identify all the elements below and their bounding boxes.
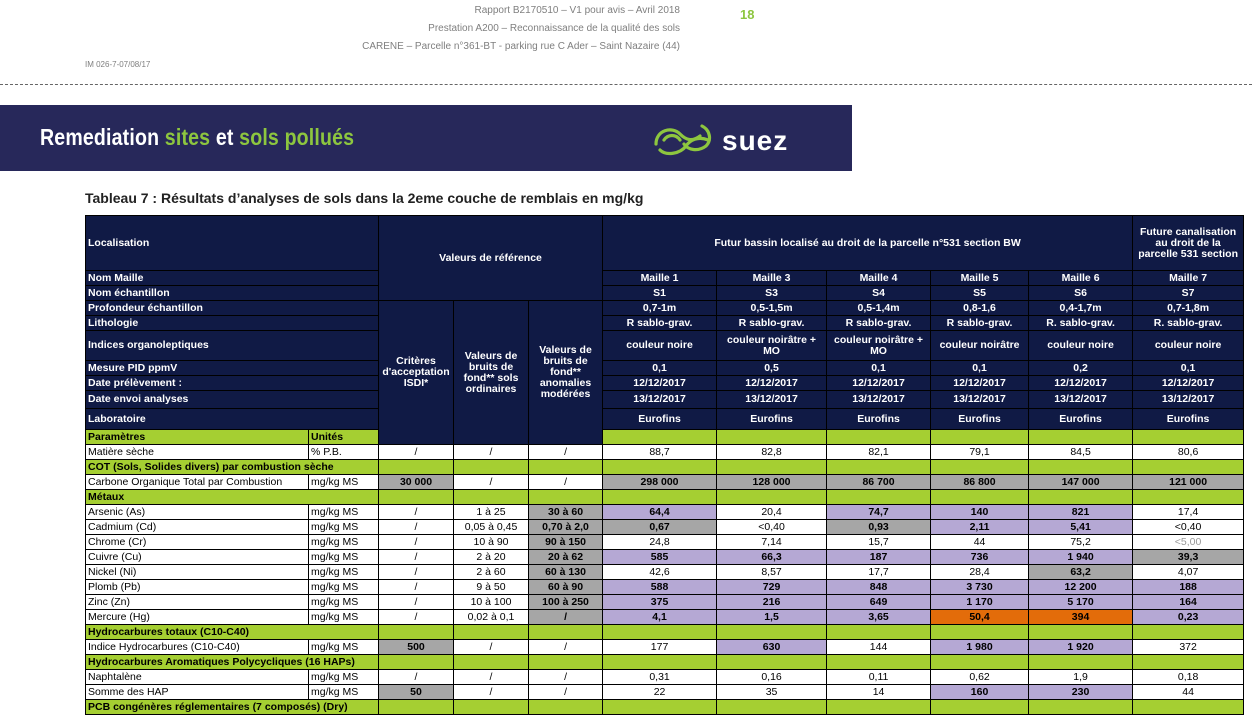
param-unit: mg/kg MS bbox=[309, 640, 379, 655]
param-name: Matière sèche bbox=[86, 445, 309, 460]
document-reference: IM 026-7-07/08/17 bbox=[85, 60, 151, 69]
value-cell: <0,40 bbox=[1133, 520, 1244, 535]
ref-ordinaire: 9 à 50 bbox=[454, 580, 529, 595]
section-hydrocarbures bbox=[86, 625, 1244, 640]
param-unit: mg/kg MS bbox=[309, 475, 379, 490]
banner-word-et: et bbox=[215, 124, 234, 150]
profondeur-cell: 0,7-1m bbox=[603, 301, 717, 316]
value-cell: 50,4 bbox=[931, 610, 1029, 625]
value-cell: 5,41 bbox=[1029, 520, 1133, 535]
date-envoi-cell: 13/12/2017 bbox=[1029, 391, 1133, 409]
profondeur-cell: 0,4-1,7m bbox=[1029, 301, 1133, 316]
header-row-laboratoire bbox=[86, 409, 1244, 430]
table-row-chrome bbox=[86, 535, 1244, 550]
param-name: Cadmium (Cd) bbox=[86, 520, 309, 535]
value-cell: 17,7 bbox=[827, 565, 931, 580]
value-cell: <5,00 bbox=[1133, 535, 1244, 550]
ref-isdi: 30 000 bbox=[379, 475, 454, 490]
value-cell: 64,4 bbox=[603, 505, 717, 520]
value-cell: 7,14 bbox=[717, 535, 827, 550]
pid-cell: 0,1 bbox=[931, 361, 1029, 376]
ref-anomalie: / bbox=[529, 475, 603, 490]
banner-word-remediation: Remediation bbox=[40, 124, 160, 150]
header-divider bbox=[0, 84, 1252, 85]
param-name: Somme des HAP bbox=[86, 685, 309, 700]
header-row-lithologie bbox=[86, 316, 1244, 331]
table-row-plomb bbox=[86, 580, 1244, 595]
ref-anomalie: 60 à 90 bbox=[529, 580, 603, 595]
section-cot bbox=[86, 460, 1244, 475]
pid-cell: 0,1 bbox=[827, 361, 931, 376]
lithologie-cell: R sablo-grav. bbox=[827, 316, 931, 331]
date-prelevement-cell: 12/12/2017 bbox=[827, 376, 931, 391]
value-cell: 0,11 bbox=[827, 670, 931, 685]
date-prelevement-cell: 12/12/2017 bbox=[1133, 376, 1244, 391]
param-name: Mercure (Hg) bbox=[86, 610, 309, 625]
param-name: Cuivre (Cu) bbox=[86, 550, 309, 565]
value-cell: 0,23 bbox=[1133, 610, 1244, 625]
value-cell: 12 200 bbox=[1029, 580, 1133, 595]
lithologie-cell: R. sablo-grav. bbox=[1133, 316, 1244, 331]
param-name: Carbone Organique Total par Combustion bbox=[86, 475, 309, 490]
value-cell: 84,5 bbox=[1029, 445, 1133, 460]
header-future-canalisation: Future canalisation au droit de la parcelle 531 section bbox=[1133, 216, 1244, 271]
header-futur-bassin: Futur bassin localisé au droit de la parcelle n°531 section BW bbox=[603, 216, 1133, 271]
header-line-3: CARENE – Parcelle n°361-BT - parking rue C Ader – Saint Nazaire (44) bbox=[362, 41, 680, 52]
table-row-mercure bbox=[86, 610, 1244, 625]
indices-cell: couleur noirâtre + MO bbox=[827, 331, 931, 361]
maille-cell: Maille 7 bbox=[1133, 271, 1244, 286]
ref-isdi: / bbox=[379, 580, 454, 595]
value-cell: 5 170 bbox=[1029, 595, 1133, 610]
value-cell: 230 bbox=[1029, 685, 1133, 700]
lithologie-cell: R. sablo-grav. bbox=[1029, 316, 1133, 331]
ref-anomalie: / bbox=[529, 640, 603, 655]
label-indices: Indices organoleptiques bbox=[86, 331, 379, 361]
date-envoi-cell: 13/12/2017 bbox=[603, 391, 717, 409]
value-cell: 394 bbox=[1029, 610, 1133, 625]
ref-anomalie: / bbox=[529, 685, 603, 700]
value-cell: 80,6 bbox=[1133, 445, 1244, 460]
table-row-naphtalene bbox=[86, 670, 1244, 685]
ref-ordinaire: / bbox=[454, 670, 529, 685]
value-cell: 82,1 bbox=[827, 445, 931, 460]
pid-cell: 0,1 bbox=[1133, 361, 1244, 376]
ref-ordinaire: / bbox=[454, 445, 529, 460]
value-cell: 74,7 bbox=[827, 505, 931, 520]
label-laboratoire: Laboratoire bbox=[86, 409, 379, 430]
header-row-indices bbox=[86, 331, 1244, 361]
section-title: Hydrocarbures totaux (C10-C40) bbox=[86, 625, 379, 640]
header-ref-anomalies: Valeurs de bruits de fond** anomalies modérées bbox=[529, 301, 603, 445]
ref-anomalie: 100 à 250 bbox=[529, 595, 603, 610]
param-unit: mg/kg MS bbox=[309, 670, 379, 685]
ref-isdi: / bbox=[379, 670, 454, 685]
label-pid: Mesure PID ppmV bbox=[86, 361, 379, 376]
ref-ordinaire: 0,05 à 0,45 bbox=[454, 520, 529, 535]
banner-word-sites: sites bbox=[164, 124, 211, 150]
banner-word-sols: sols pollués bbox=[239, 124, 355, 150]
ref-isdi: / bbox=[379, 445, 454, 460]
section-pcb bbox=[86, 700, 1244, 715]
value-cell: 1,9 bbox=[1029, 670, 1133, 685]
ref-isdi: / bbox=[379, 565, 454, 580]
banner-title bbox=[40, 124, 354, 151]
param-name: Indice Hydrocarbures (C10-C40) bbox=[86, 640, 309, 655]
param-unit: mg/kg MS bbox=[309, 595, 379, 610]
indices-cell: couleur noirâtre bbox=[931, 331, 1029, 361]
date-prelevement-cell: 12/12/2017 bbox=[1029, 376, 1133, 391]
param-unit: mg/kg MS bbox=[309, 685, 379, 700]
value-cell: 736 bbox=[931, 550, 1029, 565]
param-name: Naphtalène bbox=[86, 670, 309, 685]
table-row-cuivre bbox=[86, 550, 1244, 565]
value-cell: 20,4 bbox=[717, 505, 827, 520]
ref-ordinaire: 2 à 60 bbox=[454, 565, 529, 580]
value-cell: 0,93 bbox=[827, 520, 931, 535]
value-cell: 1 980 bbox=[931, 640, 1029, 655]
value-cell: 630 bbox=[717, 640, 827, 655]
indices-cell: couleur noire bbox=[1029, 331, 1133, 361]
brand-banner bbox=[0, 105, 852, 171]
section-title: COT (Sols, Solides divers) par combustion sèche bbox=[86, 460, 379, 475]
value-cell: 0,62 bbox=[931, 670, 1029, 685]
svg-text:suez: suez bbox=[722, 125, 789, 156]
ref-isdi: / bbox=[379, 505, 454, 520]
profondeur-cell: 0,7-1,8m bbox=[1133, 301, 1244, 316]
lithologie-cell: R sablo-grav. bbox=[931, 316, 1029, 331]
header-row-maille bbox=[86, 271, 1244, 286]
table-row-zinc bbox=[86, 595, 1244, 610]
value-cell: 75,2 bbox=[1029, 535, 1133, 550]
laboratoire-cell: Eurofins bbox=[1133, 409, 1244, 430]
header-line-1: Rapport B2170510 – V1 pour avis – Avril 2018 bbox=[474, 5, 680, 16]
label-unites: Unités bbox=[309, 430, 379, 445]
echantillon-cell: S6 bbox=[1029, 286, 1133, 301]
param-unit: mg/kg MS bbox=[309, 550, 379, 565]
value-cell: 147 000 bbox=[1029, 475, 1133, 490]
ref-anomalie: 30 à 60 bbox=[529, 505, 603, 520]
value-cell: 39,3 bbox=[1133, 550, 1244, 565]
section-parametres bbox=[86, 430, 1244, 445]
date-envoi-cell: 13/12/2017 bbox=[1133, 391, 1244, 409]
ref-anomalie: 60 à 130 bbox=[529, 565, 603, 580]
value-cell: 0,67 bbox=[603, 520, 717, 535]
maille-cell: Maille 4 bbox=[827, 271, 931, 286]
suez-logo-icon bbox=[650, 120, 820, 160]
ref-ordinaire: 10 à 90 bbox=[454, 535, 529, 550]
laboratoire-cell: Eurofins bbox=[603, 409, 717, 430]
value-cell: 298 000 bbox=[603, 475, 717, 490]
label-parametres: Paramètres bbox=[86, 430, 309, 445]
table-row-cot bbox=[86, 475, 1244, 490]
value-cell: 82,8 bbox=[717, 445, 827, 460]
pid-cell: 0,5 bbox=[717, 361, 827, 376]
value-cell: 4,1 bbox=[603, 610, 717, 625]
value-cell: 66,3 bbox=[717, 550, 827, 565]
ref-ordinaire: / bbox=[454, 475, 529, 490]
maille-cell: Maille 5 bbox=[931, 271, 1029, 286]
header-row-pid bbox=[86, 361, 1244, 376]
section-title: Métaux bbox=[86, 490, 379, 505]
ref-ordinaire: / bbox=[454, 685, 529, 700]
section-metaux bbox=[86, 490, 1244, 505]
value-cell: 1,5 bbox=[717, 610, 827, 625]
value-cell: 375 bbox=[603, 595, 717, 610]
laboratoire-cell: Eurofins bbox=[931, 409, 1029, 430]
value-cell: 3,65 bbox=[827, 610, 931, 625]
ref-isdi: / bbox=[379, 535, 454, 550]
header-line-2: Prestation A200 – Reconnaissance de la qualité des sols bbox=[428, 23, 680, 34]
ref-anomalie: / bbox=[529, 445, 603, 460]
indices-cell: couleur noire bbox=[1133, 331, 1244, 361]
table-row-cadmium bbox=[86, 520, 1244, 535]
value-cell: 1 920 bbox=[1029, 640, 1133, 655]
value-cell: 4,07 bbox=[1133, 565, 1244, 580]
value-cell: 44 bbox=[931, 535, 1029, 550]
value-cell: 3 730 bbox=[931, 580, 1029, 595]
indices-cell: couleur noirâtre + MO bbox=[717, 331, 827, 361]
value-cell: 8,57 bbox=[717, 565, 827, 580]
date-prelevement-cell: 12/12/2017 bbox=[603, 376, 717, 391]
param-unit: mg/kg MS bbox=[309, 610, 379, 625]
profondeur-cell: 0,5-1,4m bbox=[827, 301, 931, 316]
param-unit: % P.B. bbox=[309, 445, 379, 460]
ref-isdi: 500 bbox=[379, 640, 454, 655]
header-ref-isdi: Critères d'acceptation ISDI* bbox=[379, 301, 454, 445]
value-cell: 63,2 bbox=[1029, 565, 1133, 580]
value-cell: 2,11 bbox=[931, 520, 1029, 535]
table-row-matiere-seche bbox=[86, 445, 1244, 460]
section-title: PCB congénères réglementaires (7 composés) (Dry) bbox=[86, 700, 379, 715]
param-name: Plomb (Pb) bbox=[86, 580, 309, 595]
date-envoi-cell: 13/12/2017 bbox=[931, 391, 1029, 409]
value-cell: 86 700 bbox=[827, 475, 931, 490]
value-cell: 164 bbox=[1133, 595, 1244, 610]
param-name: Arsenic (As) bbox=[86, 505, 309, 520]
ref-ordinaire: 1 à 25 bbox=[454, 505, 529, 520]
label-nom-maille: Nom Maille bbox=[86, 271, 379, 286]
date-envoi-cell: 13/12/2017 bbox=[717, 391, 827, 409]
ref-ordinaire: 2 à 20 bbox=[454, 550, 529, 565]
ref-anomalie: 20 à 62 bbox=[529, 550, 603, 565]
table-row-arsenic bbox=[86, 505, 1244, 520]
value-cell: 42,6 bbox=[603, 565, 717, 580]
value-cell: 35 bbox=[717, 685, 827, 700]
value-cell: 24,8 bbox=[603, 535, 717, 550]
date-envoi-cell: 13/12/2017 bbox=[827, 391, 931, 409]
value-cell: 729 bbox=[717, 580, 827, 595]
echantillon-cell: S5 bbox=[931, 286, 1029, 301]
value-cell: 28,4 bbox=[931, 565, 1029, 580]
value-cell: 121 000 bbox=[1133, 475, 1244, 490]
echantillon-cell: S1 bbox=[603, 286, 717, 301]
param-unit: mg/kg MS bbox=[309, 580, 379, 595]
value-cell: 144 bbox=[827, 640, 931, 655]
section-hap bbox=[86, 655, 1244, 670]
echantillon-cell: S3 bbox=[717, 286, 827, 301]
param-unit: mg/kg MS bbox=[309, 535, 379, 550]
value-cell: 140 bbox=[931, 505, 1029, 520]
value-cell: 88,7 bbox=[603, 445, 717, 460]
value-cell: 44 bbox=[1133, 685, 1244, 700]
value-cell: <0,40 bbox=[717, 520, 827, 535]
ref-ordinaire: 10 à 100 bbox=[454, 595, 529, 610]
profondeur-cell: 0,8-1,6 bbox=[931, 301, 1029, 316]
value-cell: 86 800 bbox=[931, 475, 1029, 490]
header-row-echantillon bbox=[86, 286, 1244, 301]
param-unit: mg/kg MS bbox=[309, 520, 379, 535]
ref-anomalie: / bbox=[529, 610, 603, 625]
pid-cell: 0,2 bbox=[1029, 361, 1133, 376]
label-nom-echantillon: Nom échantillon bbox=[86, 286, 379, 301]
value-cell: 15,7 bbox=[827, 535, 931, 550]
profondeur-cell: 0,5-1,5m bbox=[717, 301, 827, 316]
label-date-prelevement: Date prélèvement : bbox=[86, 376, 379, 391]
param-unit: mg/kg MS bbox=[309, 565, 379, 580]
value-cell: 79,1 bbox=[931, 445, 1029, 460]
echantillon-cell: S7 bbox=[1133, 286, 1244, 301]
maille-cell: Maille 3 bbox=[717, 271, 827, 286]
label-lithologie: Lithologie bbox=[86, 316, 379, 331]
ref-isdi: / bbox=[379, 550, 454, 565]
value-cell: 1 940 bbox=[1029, 550, 1133, 565]
header-row-profondeur bbox=[86, 301, 1244, 316]
table-row-nickel bbox=[86, 565, 1244, 580]
value-cell: 372 bbox=[1133, 640, 1244, 655]
lithologie-cell: R sablo-grav. bbox=[603, 316, 717, 331]
ref-anomalie: 0,70 à 2,0 bbox=[529, 520, 603, 535]
header-valeurs-reference: Valeurs de référence bbox=[379, 216, 603, 301]
date-prelevement-cell: 12/12/2017 bbox=[717, 376, 827, 391]
label-profondeur: Profondeur échantillon bbox=[86, 301, 379, 316]
laboratoire-cell: Eurofins bbox=[827, 409, 931, 430]
value-cell: 22 bbox=[603, 685, 717, 700]
table-row-indice-hydrocarbures bbox=[86, 640, 1244, 655]
indices-cell: couleur noire bbox=[603, 331, 717, 361]
table-caption: Tableau 7 : Résultats d’analyses de sols dans la 2eme couche de remblais en mg/kg bbox=[85, 190, 644, 206]
maille-cell: Maille 1 bbox=[603, 271, 717, 286]
ref-anomalie: / bbox=[529, 670, 603, 685]
header-ref-ordinaires: Valeurs de bruits de fond** sols ordinaires bbox=[454, 301, 529, 445]
param-name: Chrome (Cr) bbox=[86, 535, 309, 550]
value-cell: 0,16 bbox=[717, 670, 827, 685]
value-cell: 14 bbox=[827, 685, 931, 700]
label-date-envoi: Date envoi analyses bbox=[86, 391, 379, 409]
value-cell: 585 bbox=[603, 550, 717, 565]
laboratoire-cell: Eurofins bbox=[1029, 409, 1133, 430]
header-row-date-prelevement bbox=[86, 376, 1244, 391]
value-cell: 188 bbox=[1133, 580, 1244, 595]
echantillon-cell: S4 bbox=[827, 286, 931, 301]
lithologie-cell: R sablo-grav. bbox=[717, 316, 827, 331]
label-localisation: Localisation bbox=[86, 216, 379, 271]
value-cell: 1 170 bbox=[931, 595, 1029, 610]
ref-isdi: / bbox=[379, 610, 454, 625]
value-cell: 216 bbox=[717, 595, 827, 610]
value-cell: 128 000 bbox=[717, 475, 827, 490]
section-title: Hydrocarbures Aromatiques Polycycliques (16 HAPs) bbox=[86, 655, 379, 670]
pid-cell: 0,1 bbox=[603, 361, 717, 376]
param-name: Zinc (Zn) bbox=[86, 595, 309, 610]
header-row-localisation bbox=[86, 216, 1244, 271]
header-row-date-envoi bbox=[86, 391, 1244, 409]
value-cell: 649 bbox=[827, 595, 931, 610]
value-cell: 160 bbox=[931, 685, 1029, 700]
value-cell: 821 bbox=[1029, 505, 1133, 520]
value-cell: 187 bbox=[827, 550, 931, 565]
ref-anomalie: 90 à 150 bbox=[529, 535, 603, 550]
value-cell: 0,18 bbox=[1133, 670, 1244, 685]
value-cell: 0,31 bbox=[603, 670, 717, 685]
laboratoire-cell: Eurofins bbox=[717, 409, 827, 430]
results-table bbox=[85, 215, 1244, 715]
ref-isdi: / bbox=[379, 520, 454, 535]
page-number: 18 bbox=[740, 7, 755, 22]
param-unit: mg/kg MS bbox=[309, 505, 379, 520]
value-cell: 588 bbox=[603, 580, 717, 595]
ref-ordinaire: / bbox=[454, 640, 529, 655]
value-cell: 177 bbox=[603, 640, 717, 655]
date-prelevement-cell: 12/12/2017 bbox=[931, 376, 1029, 391]
param-name: Nickel (Ni) bbox=[86, 565, 309, 580]
table-row-somme-hap bbox=[86, 685, 1244, 700]
ref-isdi: 50 bbox=[379, 685, 454, 700]
ref-isdi: / bbox=[379, 595, 454, 610]
ref-ordinaire: 0,02 à 0,1 bbox=[454, 610, 529, 625]
value-cell: 17,4 bbox=[1133, 505, 1244, 520]
maille-cell: Maille 6 bbox=[1029, 271, 1133, 286]
value-cell: 848 bbox=[827, 580, 931, 595]
